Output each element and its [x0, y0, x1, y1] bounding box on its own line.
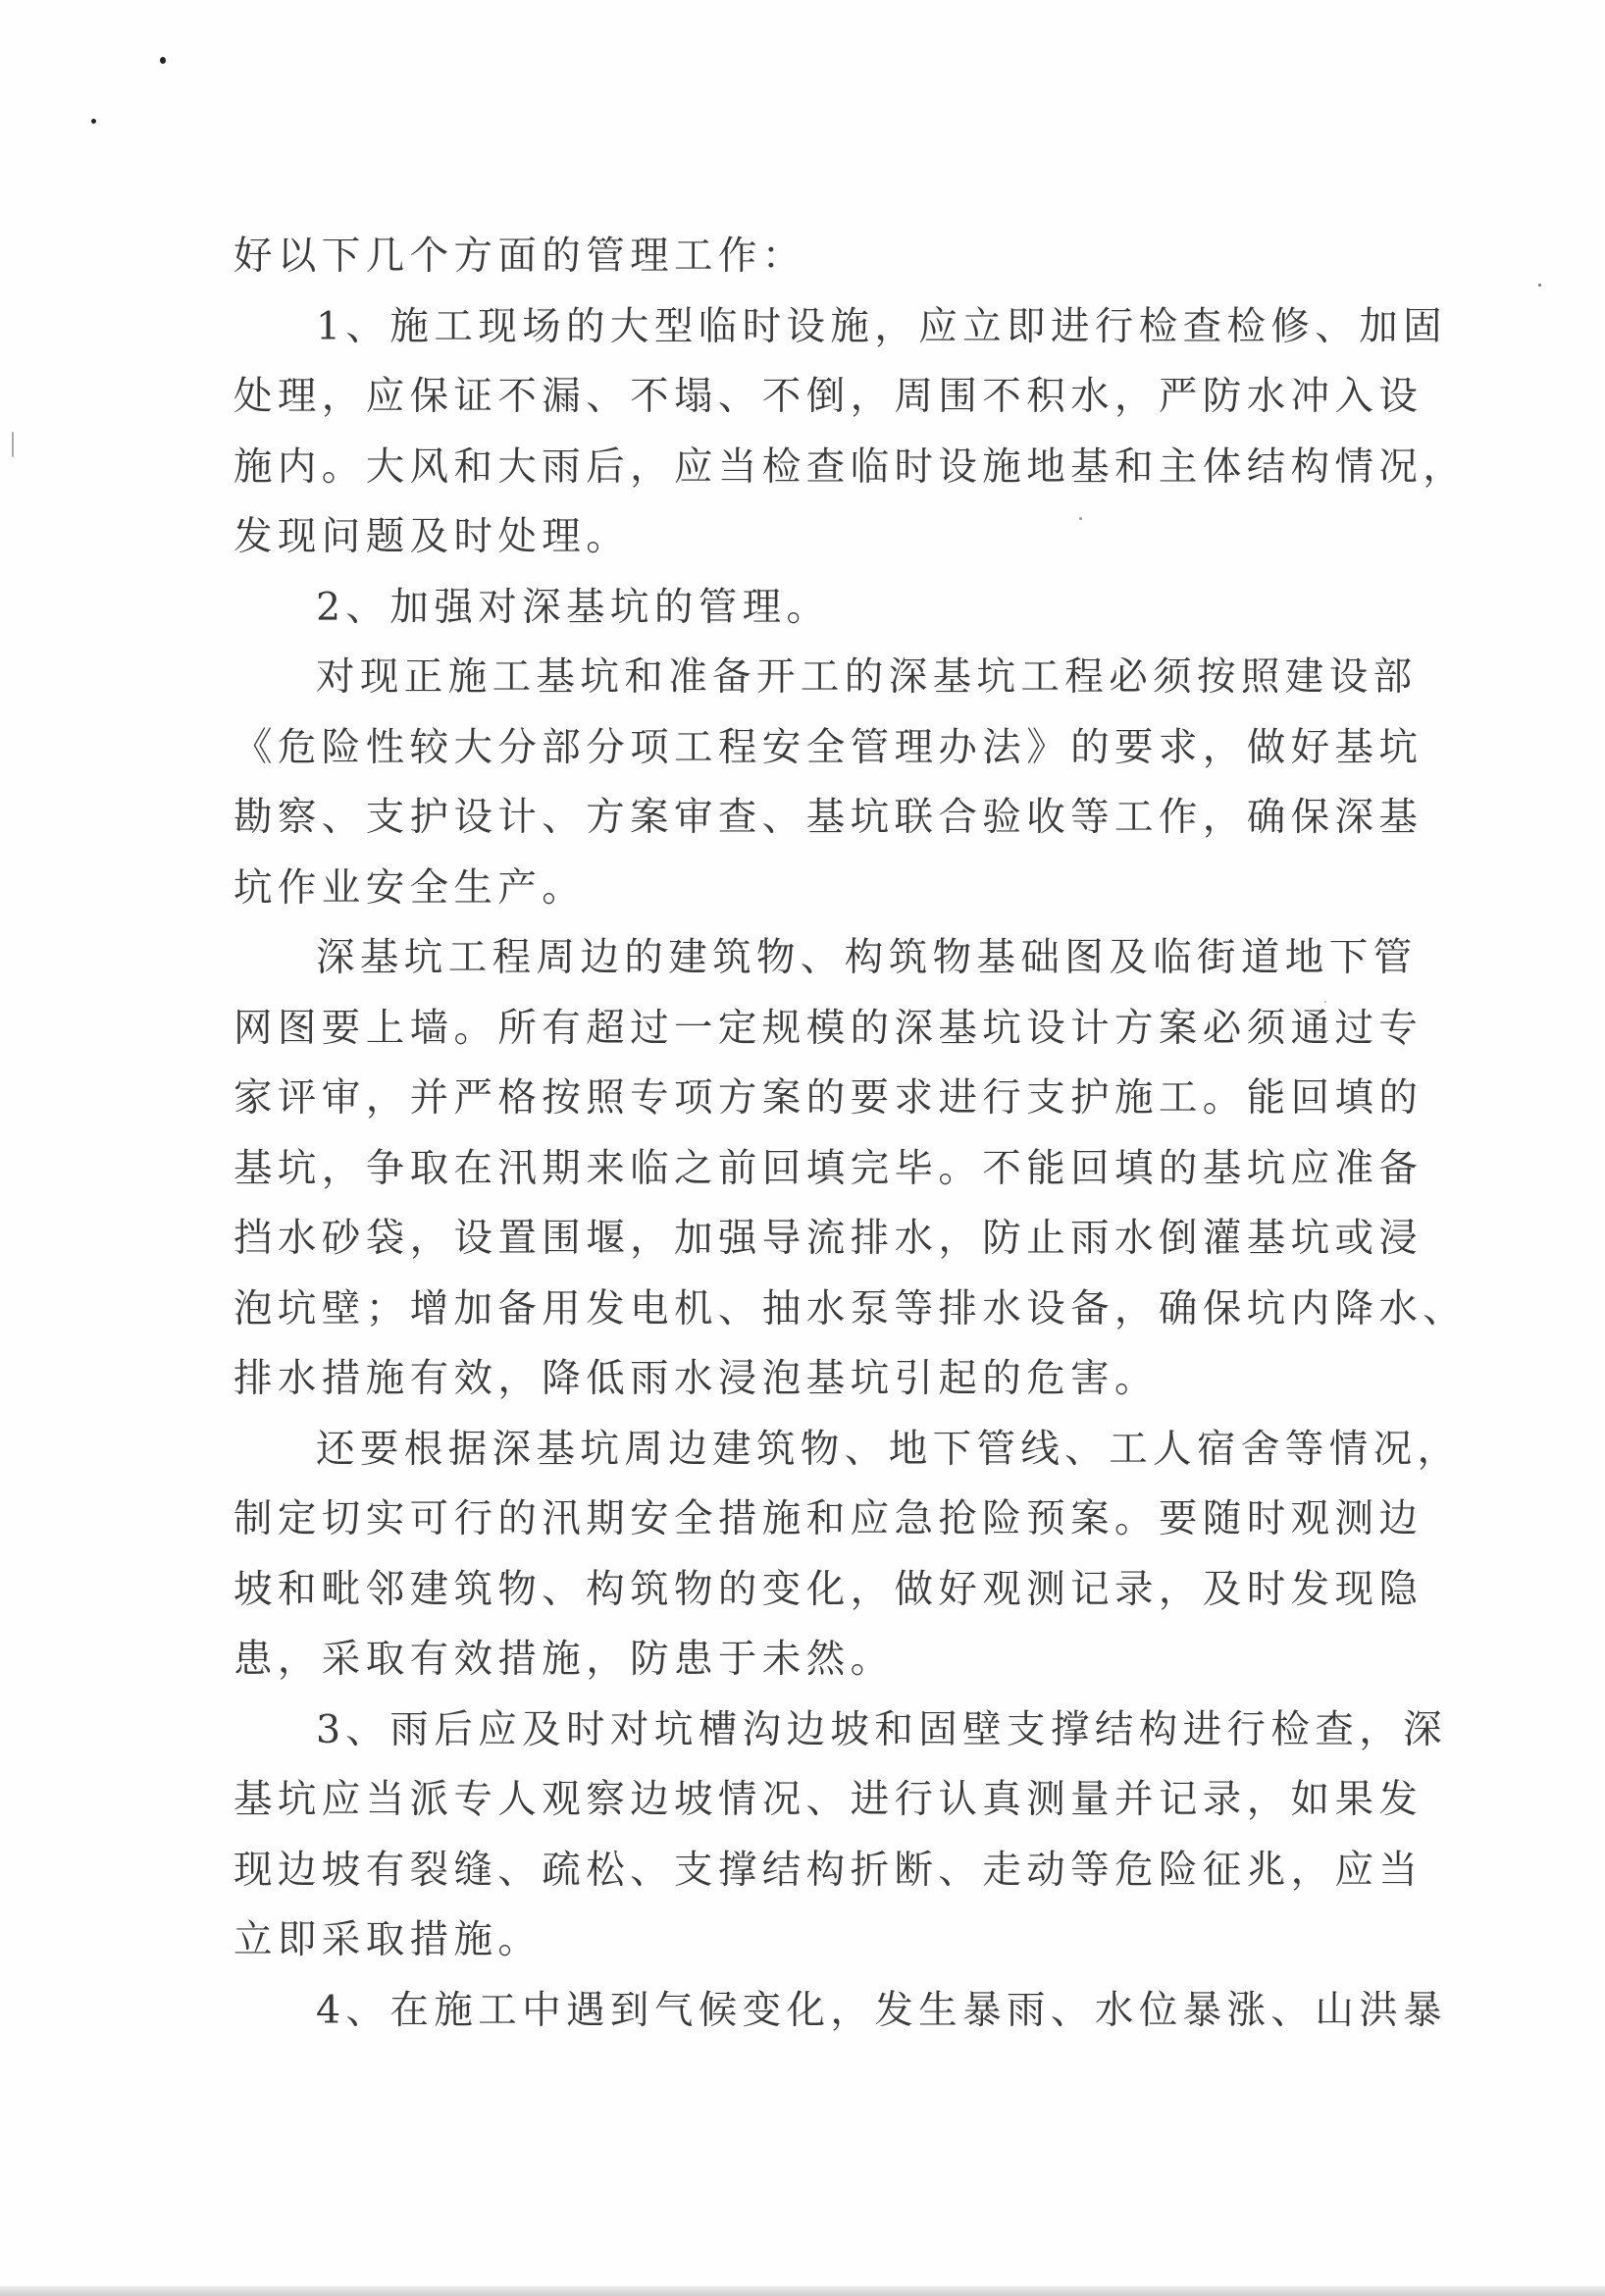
text-line: 勘察、支护设计、方案审查、基坑联合验收等工作，确保深基 — [233, 795, 1424, 840]
text-line: 家评审，并严格按照专项方案的要求进行支护施工。能回填的 — [233, 1075, 1424, 1121]
text-line: 基坑，争取在汛期来临之前回填完毕。不能回填的基坑应准备 — [233, 1145, 1424, 1191]
text-line: 3、雨后应及时对坑槽沟边坡和固壁支撑结构进行检查，深 — [316, 1706, 1448, 1752]
text-line: 《危险性较大分部分项工程安全管理办法》的要求，做好基坑 — [233, 724, 1424, 770]
text-line: 泡坑壁；增加备用发电机、抽水泵等排水设备，确保坑内降水、 — [233, 1285, 1468, 1331]
scan-speck — [1538, 284, 1541, 287]
scan-speck — [91, 119, 96, 124]
text-line: 4、在施工中遇到气候变化，发生暴雨、水位暴涨、山洪暴 — [316, 1987, 1448, 2033]
text-line: 施内。大风和大雨后，应当检查临时设施地基和主体结构情况， — [233, 444, 1468, 490]
text-line: 基坑应当派专人观察边坡情况、进行认真测量并记录，如果发 — [233, 1777, 1424, 1822]
text-line: 网图要上墙。所有超过一定规模的深基坑设计方案必须通过专 — [233, 1005, 1424, 1051]
text-line: 患，采取有效措施，防患于未然。 — [233, 1637, 895, 1682]
text-line: 制定切实可行的汛期安全措施和应急抢险预案。要随时观测边 — [233, 1496, 1424, 1541]
scan-edge — [0, 2286, 1605, 2296]
document-body — [233, 222, 1468, 2046]
text-line: 深基坑工程周边的建筑物、构筑物基础图及临街道地下管 — [316, 935, 1418, 980]
text-line: 挡水砂袋，设置围堰，加强导流排水，防止雨水倒灌基坑或浸 — [233, 1216, 1424, 1261]
text-line: 还要根据深基坑周边建筑物、地下管线、工人宿舍等情况， — [316, 1426, 1462, 1472]
text-line: 立即采取措施。 — [233, 1917, 543, 1962]
scan-speck — [160, 57, 166, 64]
text-line: 排水措施有效，降低雨水浸泡基坑引起的危害。 — [233, 1356, 1159, 1401]
scan-mark — [12, 432, 14, 457]
text-line: 坑作业安全生产。 — [233, 864, 587, 911]
text-line: 发现问题及时处理。 — [233, 514, 631, 559]
text-line: 好以下几个方面的管理工作： — [233, 234, 806, 279]
text-line: 坡和毗邻建筑物、构筑物的变化，做好观测记录，及时发现隐 — [233, 1566, 1424, 1612]
text-line: 2、加强对深基坑的管理。 — [316, 584, 831, 630]
text-line: 现边坡有裂缝、疏松、支撑结构折断、走动等危险征兆，应当 — [233, 1847, 1424, 1893]
text-line: 1、施工现场的大型临时设施，应立即进行检查检修、加固 — [316, 303, 1448, 349]
text-line: 对现正施工基坑和准备开工的深基坑工程必须按照建设部 — [316, 654, 1418, 700]
text-line: 处理，应保证不漏、不塌、不倒，周围不积水，严防水冲入设 — [233, 374, 1424, 419]
